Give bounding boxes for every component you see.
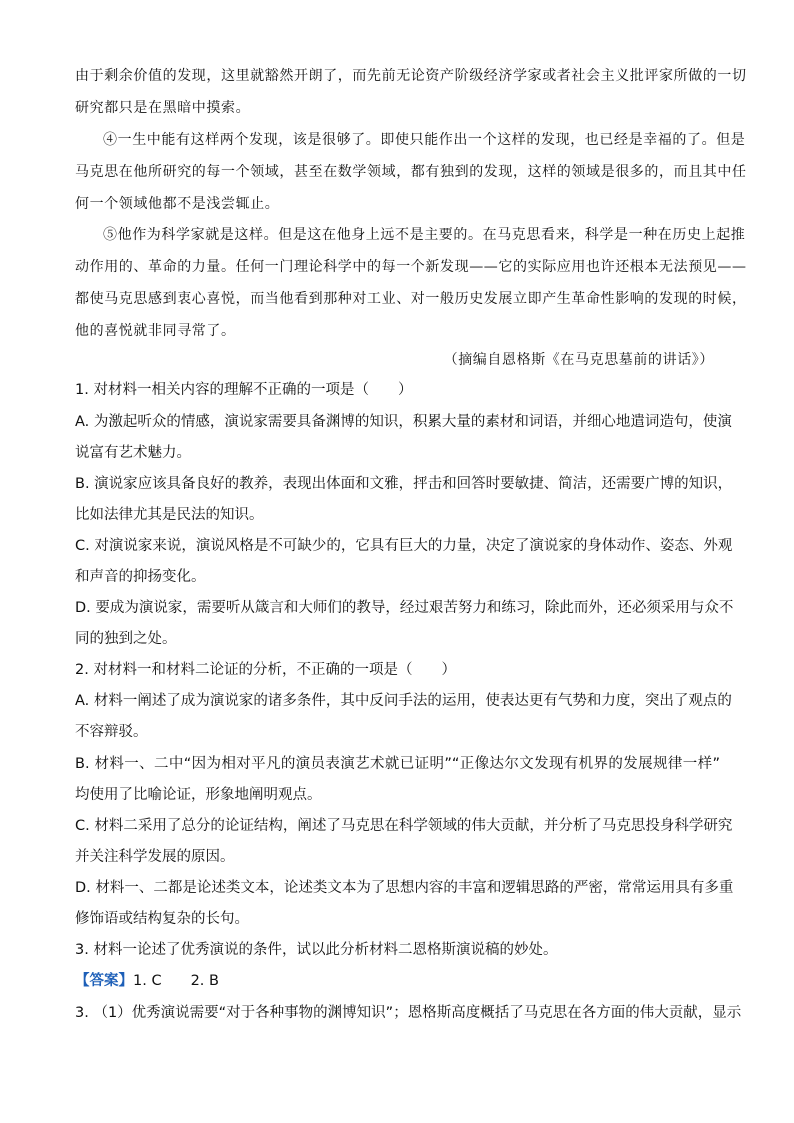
question-2-option-b: B. 材料一、二中“因为相对平凡的演员表演艺术就已证明”“正像达尔文发现有机界的发展规律一样” xyxy=(75,756,720,772)
question-1-option-d-cont: 同的独到之处。 xyxy=(75,631,177,647)
question-1-stem: 1. 对材料一相关内容的理解不正确的一项是（ ） xyxy=(75,382,413,398)
question-3-stem: 3. 材料一论述了优秀演说的条件，试以此分析材料二恩格斯演说稿的妙处。 xyxy=(75,942,558,958)
question-1-option-c-cont: 和声音的抑扬变化。 xyxy=(75,569,206,585)
passage-line: 他的喜悦就非同寻常了。 xyxy=(75,323,236,339)
passage-line: 研究都只是在黑暗中摸索。 xyxy=(75,100,251,116)
answer-row xyxy=(75,971,219,991)
passage-paragraph-5-line: ⑤他作为科学家就是这样。但是这在他身上远不是主要的。在马克思看来，科学是一种在历史上起推 xyxy=(103,227,746,243)
question-2-option-a-cont: 不容辩驳。 xyxy=(75,724,148,740)
answer-label: 【答案】 xyxy=(75,973,133,989)
question-2-option-b-cont: 均使用了比喻论证，形象地阐明观点。 xyxy=(75,787,322,803)
question-2-option-c-cont: 并关注科学发展的原因。 xyxy=(75,849,235,865)
answer-text: 1. C 2. B xyxy=(133,973,219,989)
passage-source: （摘编自恩格斯《在马克思墓前的讲话》） xyxy=(443,352,714,368)
question-1-option-a: A. 为激起听众的情感，演说家需要具备渊博的知识，积累大量的素材和词语，并细心地遣词造句，使演 xyxy=(75,414,732,430)
question-2-stem: 2. 对材料一和材料二论证的分析，不正确的一项是（ ） xyxy=(75,662,456,678)
question-1-option-a-cont: 说富有艺术魅力。 xyxy=(75,445,191,461)
question-1-option-d: D. 要成为演说家，需要听从箴言和大师们的教导，经过艰苦努力和练习，除此而外，还必须采用与众不 xyxy=(75,600,734,616)
question-1-option-b: B. 演说家应该具备良好的教养，表现出体面和文雅，抨击和回答时要敏捷、简洁，还需要广博的知识， xyxy=(75,476,733,492)
question-2-option-a: A. 材料一阐述了成为演说家的诸多条件，其中反问手法的运用，使表达更有气势和力度，突出了观点的 xyxy=(75,693,732,709)
passage-line: 马克思在他所研究的每一个领域，甚至在数学领域，都有独到的发现，这样的领域是很多的，而且其中任 xyxy=(75,164,747,180)
passage-line: 动作用的、革命的力量。任何一门理论科学中的每一个新发现——它的实际应用也许还根本无法预见—— xyxy=(75,259,747,275)
passage-line: 都使马克思感到衷心喜悦，而当他看到那种对工业、对一般历史发展立即产生革命性影响的发现的时候， xyxy=(75,291,747,307)
question-1-option-c: C. 对演说家来说，演说风格是不可缺少的，它具有巨大的力量，决定了演说家的身体动作、姿态、外观 xyxy=(75,538,733,554)
question-2-option-d: D. 材料一、二都是论述类文本，论述类文本为了思想内容的丰富和逻辑思路的严密，常常运用具有多重 xyxy=(75,880,734,896)
passage-line: 何一个领域他都不是浅尝辄止。 xyxy=(75,196,280,212)
question-1-option-b-cont: 比如法律尤其是民法的知识。 xyxy=(75,507,264,523)
question-2-option-c: C. 材料二采用了总分的论证结构，阐述了马克思在科学领域的伟大贡献，并分析了马克思投身科学研究 xyxy=(75,818,733,834)
answer-q3-line: 3. （1）优秀演说需要“对于各种事物的渊博知识”；恩格斯高度概括了马克思在各方面的伟大贡献，显示 xyxy=(75,1005,742,1021)
question-2-option-d-cont: 修饰语或结构复杂的长句。 xyxy=(75,911,249,927)
passage-line: 由于剩余价值的发现，这里就豁然开朗了，而先前无论资产阶级经济学家或者社会主义批评家所做的一切 xyxy=(75,68,747,84)
passage-paragraph-4-line: ④一生中能有这样两个发现，该是很够了。即使只能作出一个这样的发现，也已经是幸福的了。但是 xyxy=(103,132,746,148)
